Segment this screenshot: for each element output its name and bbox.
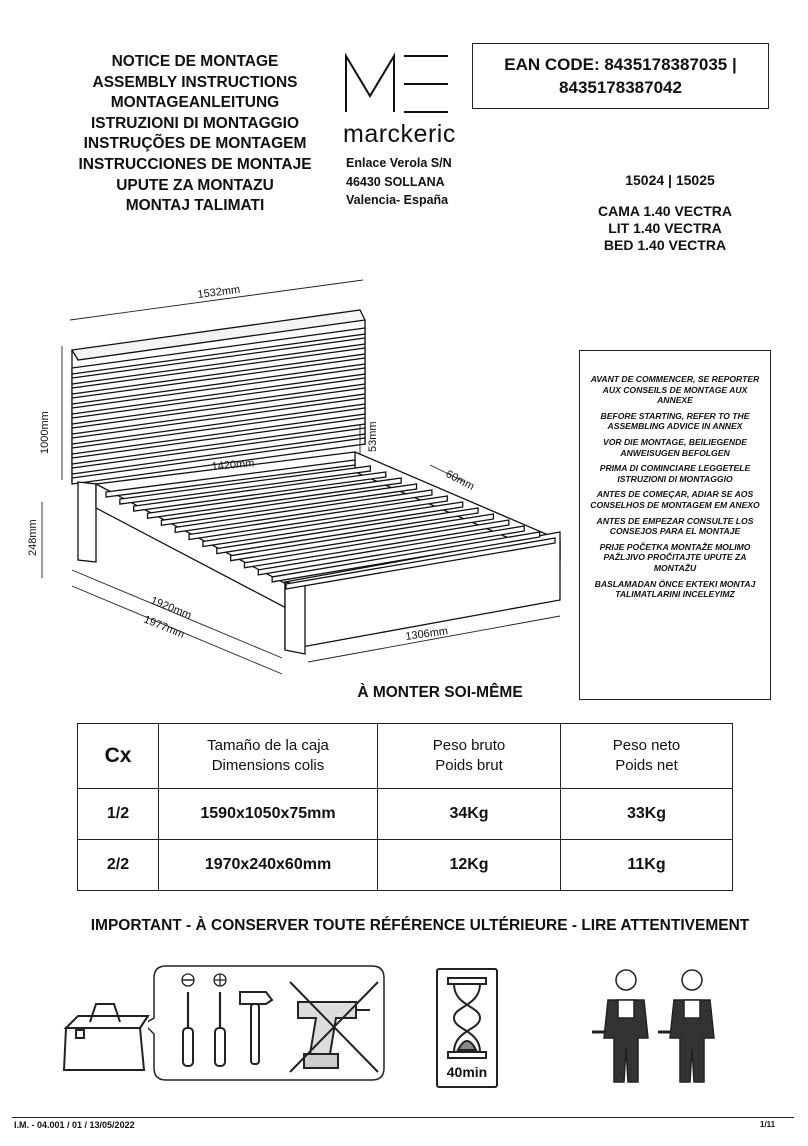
product-references: 15024 | 15025 — [625, 172, 715, 188]
cell-net: 11Kg — [561, 840, 733, 891]
advice-en: BEFORE STARTING, REFER TO THE ASSEMBLING ADVICE IN ANNEX — [600, 410, 750, 432]
dim-foot-width: 1306mm — [404, 625, 449, 643]
title-fr: NOTICE DE MONTAGE — [111, 53, 279, 70]
dim-height: 1000mm — [39, 411, 51, 454]
product-names — [560, 203, 770, 254]
header-gross-es: Peso bruto — [432, 737, 506, 754]
dim-slat-gap: 53mm — [367, 421, 379, 452]
address-line: 46430 SOLLANA — [346, 174, 445, 189]
advice-hr: PRIJE POČETKA MONTAŽE MOLIMO PAŽLJIVO PROČITAJTE UPUTE ZA MONTAŽU — [599, 541, 751, 573]
product-name-en: BED 1.40 VECTRA — [603, 237, 727, 253]
header-size — [159, 724, 378, 789]
product-name-es: CAMA 1.40 VECTRA — [597, 203, 733, 219]
address-line: Enlace Verola S/N — [346, 156, 452, 170]
header-size-es: Tamaño de la caja — [207, 737, 329, 754]
title-it: ISTRUZIONI DI MONTAGGIO — [90, 114, 300, 132]
important-notice: IMPORTANT - À CONSERVER TOUTE RÉFÉRENCE ULTÉRIEURE - LIRE ATTENTIVEMENT — [90, 917, 750, 934]
table-row — [78, 789, 733, 840]
ean-line-1: EAN CODE: 8435178387035 | — [504, 55, 737, 74]
advice-pt: ANTES DE COMEÇAR, ADIAR SE AOS CONSELHOS DE MONTAGEM EM ANEXO — [590, 489, 760, 510]
title-es: INSTRUCCIONES DE MONTAJE — [78, 155, 312, 173]
header-gross-fr: Poids brut — [435, 757, 503, 774]
cell-gross: 34Kg — [378, 789, 561, 840]
cell-gross: 12Kg — [378, 840, 561, 891]
document-reference: I.M. - 04.001 / 01 / 13/05/2022 — [14, 1120, 135, 1130]
advice-it: PRIMA DI COMINCIARE LEGGETELE ISTRUZIONI DI MONTAGGIO — [599, 463, 751, 484]
dim-total-length: 1977mm — [141, 613, 187, 641]
cell-size: 1970x240x60mm — [159, 840, 378, 891]
assembly-time: 40min — [446, 1064, 488, 1080]
person-icon — [658, 970, 714, 1082]
title-pt: INSTRUÇÕES DE MONTAGEM — [83, 135, 307, 153]
product-name-fr: LIT 1.40 VECTRA — [608, 220, 722, 236]
brand-logo-icon — [340, 52, 470, 124]
advice-es: ANTES DE EMPEZAR CONSULTE LOS CONSEJOS PARA EL MONTAJE — [596, 515, 754, 537]
title-tr: MONTAJ TALIMATI — [125, 197, 265, 215]
cell-cx: 1/2 — [78, 789, 159, 840]
ean-code-box — [472, 43, 769, 109]
hourglass-icon — [446, 976, 488, 1060]
header-net-es: Peso neto — [612, 737, 681, 754]
address-line: Valencia- España — [346, 193, 449, 207]
cell-size: 1590x1050x75mm — [159, 789, 378, 840]
header-cx: Cx — [78, 724, 159, 789]
person-icon — [592, 970, 648, 1082]
table-header-row — [78, 724, 733, 789]
tools-panel — [148, 962, 388, 1084]
advice-tr: BASLAMADAN ÖNCE EKTEKI MONTAJ TALIMATLARINI INCELEYIMZ — [594, 578, 756, 600]
dim-width-top: 1532mm — [196, 283, 241, 301]
header-size-fr: Dimensions colis — [211, 757, 325, 774]
table-row — [78, 840, 733, 891]
header-net — [561, 724, 733, 789]
two-people-icon — [590, 966, 730, 1088]
dim-leg-height: 248mm — [27, 519, 39, 556]
footer-divider — [12, 1117, 794, 1118]
advice-box — [579, 350, 771, 700]
toolbox-icon — [60, 1000, 150, 1075]
title-hr: UPUTE ZA MONTAZU — [116, 176, 274, 194]
ean-line-2: 8435178387042 — [559, 78, 682, 97]
advice-de: VOR DIE MONTAGE, BEILIEGENDE ANWEISUGEN BEFOLGEN — [602, 436, 748, 458]
cell-cx: 2/2 — [78, 840, 159, 891]
dim-inner-width: 1420mm — [211, 457, 255, 473]
brand-name: marckeric — [343, 120, 456, 148]
title-en: ASSEMBLY INSTRUCTIONS — [92, 73, 298, 91]
header-net-fr: Poids net — [615, 757, 678, 774]
package-table — [77, 723, 733, 891]
dim-inner-length: 1920mm — [148, 594, 194, 622]
cell-net: 33Kg — [561, 789, 733, 840]
bed-diagram — [20, 270, 580, 690]
self-assembly-label: À MONTER SOI-MÊME — [357, 684, 523, 701]
dim-side-width: 60mm — [443, 468, 477, 493]
title-de: MONTAGEANLEITUNG — [110, 94, 280, 112]
header-gross — [378, 724, 561, 789]
advice-fr: AVANT DE COMMENCER, SE REPORTER AUX CONSEILS DE MONTAGE AUX ANNEXE — [590, 374, 760, 406]
company-address — [346, 154, 452, 210]
page-number: 1/11 — [760, 1120, 776, 1129]
multilingual-titles — [55, 52, 335, 217]
